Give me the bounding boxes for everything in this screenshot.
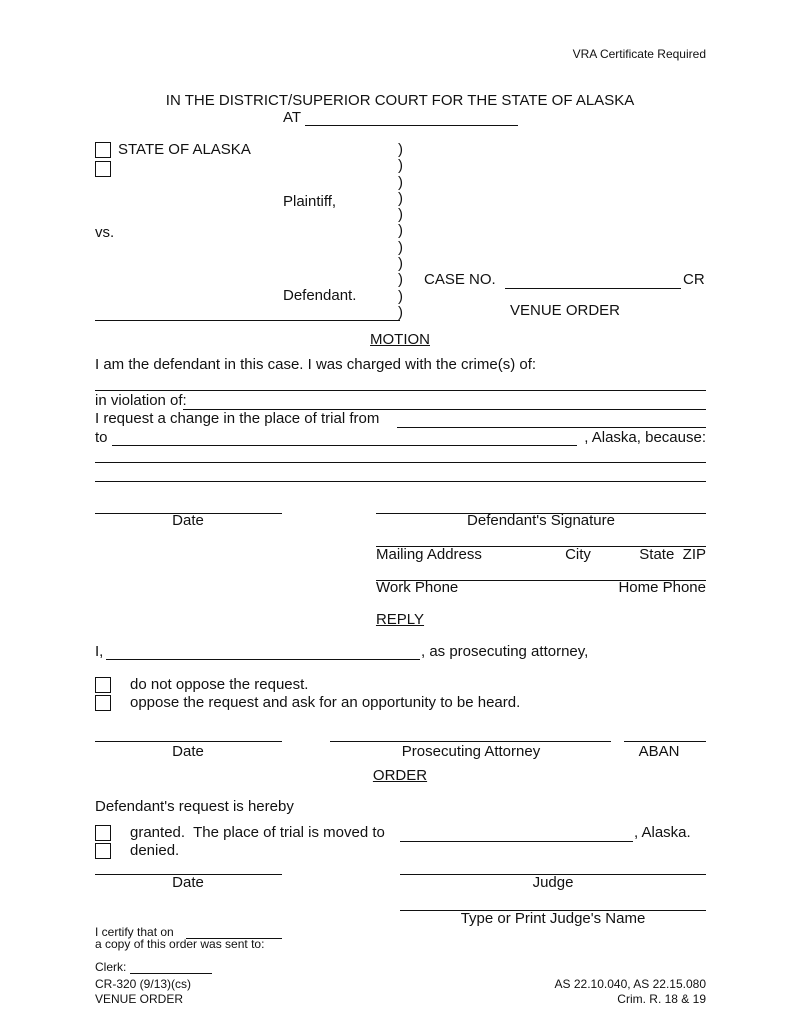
order-intro: Defendant's request is hereby: [95, 798, 294, 815]
denied-checkbox[interactable]: [95, 843, 111, 859]
reply-i-label: I,: [95, 643, 104, 660]
certify-line-2: a copy of this order was sent to:: [95, 937, 265, 951]
clerk-field[interactable]: [130, 973, 212, 974]
plaintiff-label: Plaintiff,: [283, 193, 337, 210]
motion-date-label: Date: [172, 512, 204, 529]
order-date-label: Date: [172, 874, 204, 891]
granted-checkbox[interactable]: [95, 825, 111, 841]
signature-label: Defendant's Signature: [467, 512, 615, 529]
vs-label: vs.: [95, 224, 115, 241]
defendant-name-field[interactable]: [95, 320, 400, 321]
form-title: VENUE ORDER: [95, 992, 184, 1006]
state-zip-label: State ZIP: [639, 546, 706, 563]
motion-heading: MOTION: [370, 331, 430, 348]
statutes: AS 22.10.040, AS 22.15.080: [554, 977, 706, 991]
motion-intro: I am the defendant in this case. I was charged with the crime(s) of:: [95, 356, 537, 373]
prosecuting-label: , as prosecuting attorney,: [421, 643, 589, 660]
trial-from-field[interactable]: [397, 427, 706, 428]
at-label: AT: [283, 109, 302, 126]
court-location-field[interactable]: [305, 125, 518, 126]
case-no-label: CASE NO.: [424, 271, 496, 288]
trial-to-field[interactable]: [112, 445, 577, 446]
oppose-label: oppose the request and ask for an opportunity to be heard.: [130, 694, 521, 711]
reply-date-label: Date: [172, 743, 204, 760]
vra-note: VRA Certificate Required: [572, 47, 706, 61]
caption-parens: ) ) ) ) ) ) ) ) ) ) ): [398, 141, 403, 321]
reason-field-2[interactable]: [95, 481, 706, 482]
court-title: IN THE DISTRICT/SUPERIOR COURT FOR THE STATE OF ALASKA: [165, 92, 635, 109]
aban-field[interactable]: [624, 741, 706, 742]
to-label: to: [95, 429, 108, 446]
prosecutor-name-field[interactable]: [106, 659, 420, 660]
work-phone-label: Work Phone: [376, 579, 459, 596]
reply-date-field[interactable]: [95, 741, 282, 742]
mailing-address-label: Mailing Address: [376, 546, 482, 563]
city-label: City: [565, 546, 591, 563]
new-trial-location-field[interactable]: [400, 841, 633, 842]
defendant-label: Defendant.: [283, 287, 357, 304]
oppose-checkbox[interactable]: [95, 695, 111, 711]
request-label: I request a change in the place of trial from: [95, 410, 380, 427]
home-phone-label: Home Phone: [618, 579, 706, 596]
granted-suffix: , Alaska.: [634, 824, 691, 841]
certify-line-1: I certify that on: [95, 925, 174, 939]
violation-label: in violation of:: [95, 392, 187, 409]
because-label: , Alaska, because:: [584, 429, 706, 446]
attorney-label: Prosecuting Attorney: [401, 743, 541, 760]
case-suffix: CR: [683, 271, 705, 288]
prosecuting-attorney-field[interactable]: [330, 741, 611, 742]
case-number-field[interactable]: [505, 288, 681, 289]
judge-name-label: Type or Print Judge's Name: [460, 910, 646, 927]
order-heading: ORDER: [372, 767, 428, 784]
reply-heading: REPLY: [375, 611, 425, 628]
rules: Crim. R. 18 & 19: [617, 992, 706, 1006]
crimes-field[interactable]: [95, 390, 706, 391]
not-oppose-label: do not oppose the request.: [130, 676, 309, 693]
judge-label: Judge: [532, 874, 574, 891]
clerk-label: Clerk:: [95, 960, 127, 974]
reason-field-1[interactable]: [95, 462, 706, 463]
not-oppose-checkbox[interactable]: [95, 677, 111, 693]
plaintiff-option: STATE OF ALASKA: [118, 141, 251, 158]
granted-label: granted. The place of trial is moved to: [130, 824, 385, 841]
state-of-alaska-checkbox[interactable]: [95, 142, 111, 158]
aban-label: ABAN: [638, 743, 680, 760]
other-plaintiff-checkbox[interactable]: [95, 161, 111, 177]
denied-label: denied.: [130, 842, 180, 859]
document-title: VENUE ORDER: [509, 302, 621, 319]
form-number: CR-320 (9/13)(cs): [95, 977, 192, 991]
